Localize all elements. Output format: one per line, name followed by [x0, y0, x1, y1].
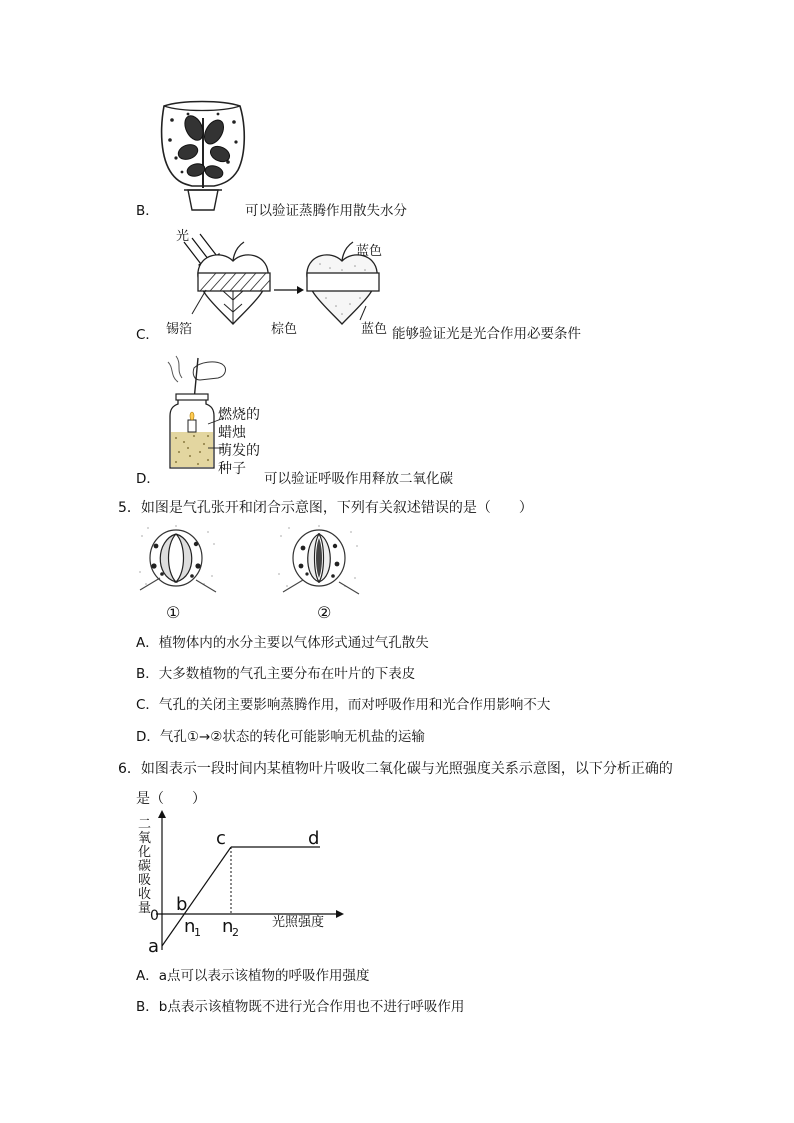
point-d-label: d — [308, 828, 320, 849]
stoma-open-figure — [136, 522, 218, 604]
q6-option-a: A．a点可以表示该植物的呼吸作用强度 — [136, 968, 370, 984]
stoma-open-icon — [136, 522, 218, 604]
option-c-letter: C． — [136, 327, 159, 343]
tick-n2-label: n — [222, 916, 234, 937]
option-b-letter: B． — [136, 203, 159, 219]
y-axis-char-0: 二 — [138, 817, 152, 832]
y-axis-char-2: 化 — [138, 845, 152, 860]
option-d-letter: D． — [136, 471, 160, 487]
option-b-text: 可以验证蒸腾作用散失水分 — [245, 203, 407, 219]
point-a-label: a — [148, 936, 160, 957]
q5-option-b: B．大多数植物的气孔主要分布在叶片的下表皮 — [136, 666, 416, 682]
q5-option-c: C．气孔的关闭主要影响蒸腾作用，而对呼吸作用和光合作用影响不大 — [136, 697, 551, 713]
q5-stem: 5．如图是气孔张开和闭合示意图，下列有关叙述错误的是（ ） — [118, 500, 533, 516]
point-c-label: c — [216, 828, 226, 849]
light-label: 光 — [176, 229, 190, 244]
y-axis-char-6: 量 — [138, 901, 152, 916]
stoma-label-1: ① — [166, 603, 181, 622]
stoma-closed-figure — [275, 522, 361, 604]
q5-option-a: A．植物体内的水分主要以气体形式通过气孔散失 — [136, 635, 429, 651]
candle-label-2: 蜡烛 — [218, 425, 246, 441]
plant-bell-jar-icon — [158, 98, 248, 216]
x-axis-label: 光照强度 — [272, 915, 325, 930]
stoma-closed-icon — [275, 522, 361, 604]
stoma-label-2: ② — [317, 603, 332, 622]
blue-top-label: 蓝色 — [356, 244, 383, 259]
q6-option-b: B．b点表示该植物既不进行光合作用也不进行呼吸作用 — [136, 999, 465, 1015]
blue-bottom-label: 蓝色 — [361, 322, 388, 337]
tick-n1-label: n — [184, 916, 196, 937]
tick-n2-sub: 2 — [232, 926, 239, 939]
y-axis-char-1: 氧 — [138, 831, 152, 846]
candle-label-1: 燃烧的 — [218, 407, 260, 423]
option-d-text: 可以验证呼吸作用释放二氧化碳 — [264, 471, 453, 487]
y-axis-char-3: 碳 — [138, 859, 152, 874]
tick-n1-sub: 1 — [194, 926, 201, 939]
option-b-figure — [158, 98, 248, 216]
y-axis-char-4: 吸 — [138, 873, 152, 888]
point-b-label: b — [176, 894, 188, 915]
q5-option-d: D．气孔①→②状态的转化可能影响无机盐的运输 — [136, 729, 425, 745]
y-axis-char-5: 收 — [138, 887, 152, 902]
option-c-text: 能够验证光是光合作用必要条件 — [392, 326, 581, 342]
co2-light-graph — [136, 810, 356, 960]
brown-label: 棕色 — [271, 322, 298, 337]
seed-label-2: 种子 — [218, 461, 246, 477]
foil-label: 锡箔 — [166, 322, 193, 337]
co2-light-graph-svg — [136, 810, 356, 960]
q6-stem-line-1: 6．如图表示一段时间内某植物叶片吸收二氧化碳与光照强度关系示意图，以下分析正确的 — [118, 761, 673, 777]
seed-label-1: 萌发的 — [218, 443, 260, 459]
origin-label: 0 — [150, 908, 159, 924]
q6-stem-line-2: 是（ ） — [136, 791, 206, 807]
